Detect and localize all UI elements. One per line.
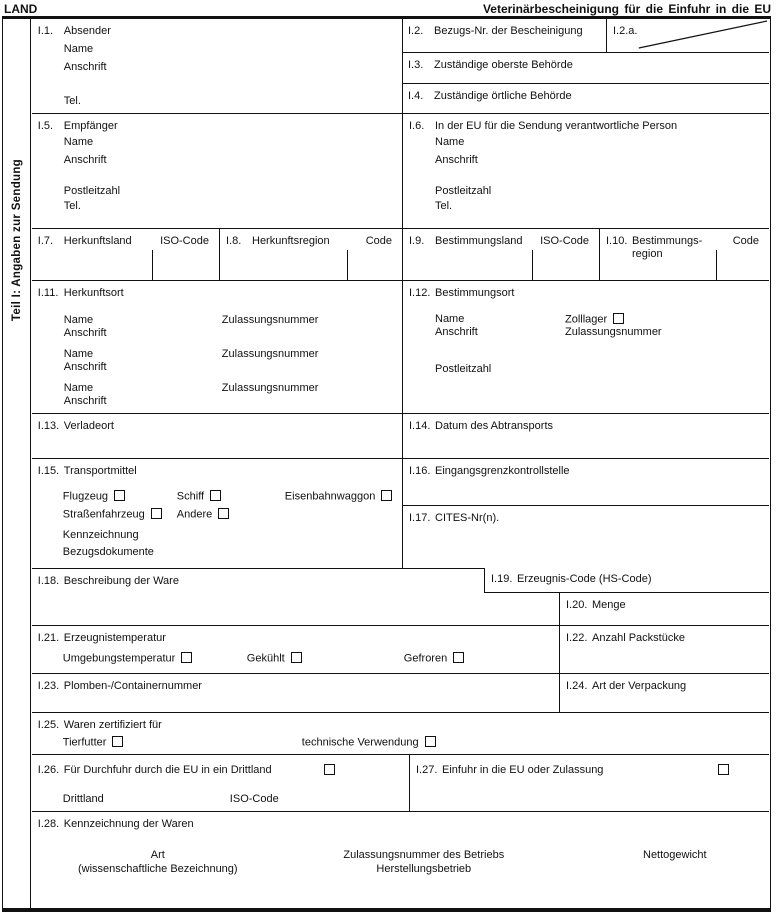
field-number: I.11. bbox=[37, 287, 59, 299]
field-label: Transportmittel bbox=[63, 465, 137, 477]
sub-label-tel: Tel. bbox=[63, 200, 81, 212]
field-number: I.20. bbox=[566, 599, 588, 611]
field-number: I.16. bbox=[409, 465, 431, 477]
field-label: Art der Verpackung bbox=[592, 680, 687, 692]
field-i26-durchfuhr-drittland bbox=[32, 754, 409, 811]
field-i23-plomben-containernummer bbox=[32, 673, 559, 712]
field-number: I.19. bbox=[491, 573, 513, 585]
field-i11-herkunftsort bbox=[32, 280, 402, 413]
field-i9-bestimmungsland bbox=[402, 228, 599, 280]
part1-side-label-wrap bbox=[3, 156, 30, 324]
field-label: Einfuhr in die EU oder Zulassung bbox=[442, 764, 604, 776]
field-i3-oberste-behoerde bbox=[402, 52, 769, 83]
field-label: Für Durchfuhr durch die EU in ein Drittland bbox=[63, 764, 272, 776]
field-number: I.3. bbox=[408, 59, 424, 71]
sub-label-anschrift: Anschrift bbox=[63, 154, 107, 166]
column-label-iso-code: ISO-Code bbox=[540, 235, 589, 247]
column-header-zulassungsnummer: Zulassungsnummer des Betriebs Herstellungsbetrieb bbox=[343, 849, 505, 875]
durchfuhr-checkbox[interactable] bbox=[324, 764, 335, 775]
field-label: In der EU für die Sendung verantwortliche Person bbox=[435, 120, 678, 132]
field-label: Absender bbox=[63, 25, 111, 37]
sub-label-name: Name bbox=[435, 313, 465, 325]
field-label: Erzeugnis-Code (HS-Code) bbox=[517, 573, 652, 585]
field-i22-anzahl-packstuecke bbox=[559, 625, 769, 673]
field-i14-datum-abtransport bbox=[402, 413, 769, 458]
schiff-option: Schiff bbox=[177, 490, 221, 504]
sub-label-iso-code: ISO-Code bbox=[229, 793, 279, 805]
column-header-nettogewicht: Nettogewicht bbox=[643, 849, 707, 861]
sub-label-name: Name bbox=[435, 136, 465, 148]
sub-label-anschrift: Anschrift bbox=[435, 326, 478, 338]
flugzeug-option: Flugzeug bbox=[63, 490, 125, 504]
eisenbahnwaggon-option: Eisenbahnwaggon bbox=[285, 490, 393, 504]
sub-label-name: Name bbox=[63, 43, 94, 55]
field-i24-art-der-verpackung bbox=[559, 673, 769, 712]
field-label: Zuständige örtliche Behörde bbox=[434, 90, 572, 102]
tierfutter-option: Tierfutter bbox=[63, 736, 124, 750]
gefroren-checkbox[interactable] bbox=[453, 652, 464, 663]
field-label: Verladeort bbox=[63, 420, 114, 432]
field-number: I.18. bbox=[37, 575, 60, 587]
sub-label-zulassungsnummer: Zulassungsnummer bbox=[565, 326, 662, 338]
field-i28-kennzeichnung-waren bbox=[32, 811, 769, 908]
sub-label-anschrift: Anschrift bbox=[63, 395, 107, 407]
field-number: I.22. bbox=[566, 632, 588, 644]
sub-label-zulassungsnummer: Zulassungsnummer bbox=[221, 314, 319, 326]
field-number: I.6. bbox=[409, 120, 425, 132]
part1-side-band bbox=[3, 19, 31, 908]
field-i6-verantwortliche-person bbox=[402, 113, 769, 228]
field-label: Erzeugnistemperatur bbox=[63, 632, 166, 644]
field-number: I.13. bbox=[37, 420, 60, 432]
field-i15-transportmittel bbox=[32, 458, 402, 568]
code-divider-tick bbox=[532, 250, 533, 280]
field-number: I.24. bbox=[566, 680, 588, 692]
field-number: I.12. bbox=[409, 287, 431, 299]
field-number: I.21. bbox=[37, 632, 60, 644]
field-label: Bezugs-Nr. der Bescheinigung bbox=[434, 25, 583, 37]
field-number: I.10. bbox=[606, 235, 628, 247]
field-label: Herkunftsregion bbox=[252, 235, 330, 247]
field-number: I.5. bbox=[37, 120, 54, 132]
sub-label-tel: Tel. bbox=[63, 95, 81, 107]
sub-label-anschrift: Anschrift bbox=[63, 361, 107, 373]
field-number: I.27. bbox=[416, 764, 438, 776]
field-label: Waren zertifiziert für bbox=[63, 719, 162, 731]
sub-label-name: Name bbox=[63, 136, 94, 148]
strassenfahrzeug-checkbox[interactable] bbox=[151, 508, 162, 519]
gefroren-option: Gefroren bbox=[404, 652, 464, 666]
sub-label-anschrift: Anschrift bbox=[63, 327, 107, 339]
field-number: I.4. bbox=[408, 90, 424, 102]
field-number: I.26. bbox=[37, 764, 60, 776]
umgebungstemperatur-option: Umgebungstemperatur bbox=[63, 652, 193, 666]
field-number: I.9. bbox=[409, 235, 425, 247]
field-i5-empfaenger bbox=[32, 113, 402, 228]
gekuehlt-option: Gekühlt bbox=[247, 652, 302, 666]
field-number: I.7. bbox=[37, 235, 54, 247]
column-header-art: Art (wissenschaftliche Bezeichnung) bbox=[78, 849, 238, 875]
gekuehlt-checkbox[interactable] bbox=[291, 652, 302, 663]
code-divider-tick bbox=[152, 250, 153, 280]
field-i25-waren-zertifiziert bbox=[32, 712, 769, 754]
sub-label-drittland: Drittland bbox=[62, 793, 104, 805]
field-label: Herkunftsort bbox=[63, 287, 124, 299]
field-number: I.8. bbox=[226, 235, 242, 247]
field-i27-einfuhr-zulassung bbox=[409, 754, 769, 811]
field-label: Empfänger bbox=[63, 120, 118, 132]
column-label-code: Code bbox=[365, 235, 392, 247]
field-number: I.1. bbox=[37, 25, 54, 37]
field-i13-verladeort bbox=[32, 413, 402, 458]
field-label: Herkunftsland bbox=[63, 235, 132, 247]
field-i16-grenzkontrollstelle bbox=[402, 458, 769, 505]
field-label: Beschreibung der Ware bbox=[63, 575, 179, 587]
schiff-checkbox[interactable] bbox=[210, 490, 221, 501]
part1-form-grid bbox=[2, 16, 771, 912]
field-number: I.17. bbox=[409, 512, 431, 524]
andere-option: Andere bbox=[177, 508, 229, 522]
field-number: I.2. bbox=[408, 25, 424, 37]
field-label: Anzahl Packstücke bbox=[592, 632, 685, 644]
field-label: Bestimmungs- region bbox=[632, 235, 703, 260]
diagonal-strike bbox=[607, 19, 769, 52]
sub-label-bezugsdokumente: Bezugsdokumente bbox=[62, 546, 154, 558]
page-title: Veterinärbescheinigung für die Einfuhr in die EU bbox=[482, 2, 771, 16]
sub-label-name: Name bbox=[63, 314, 94, 326]
code-divider-tick bbox=[716, 250, 717, 280]
sub-label-zulassungsnummer: Zulassungsnummer bbox=[221, 382, 319, 394]
field-label: CITES-Nr(n). bbox=[435, 512, 500, 524]
field-number: I.15. bbox=[37, 465, 60, 477]
sub-label-plz: Postleitzahl bbox=[63, 185, 121, 197]
field-label: Datum des Abtransports bbox=[435, 420, 554, 432]
field-i19-erzeugnis-code bbox=[484, 568, 769, 593]
field-i1-absender bbox=[32, 19, 402, 113]
column-label-iso-code: ISO-Code bbox=[160, 235, 209, 247]
country-label: LAND bbox=[4, 2, 38, 16]
field-number: I.23. bbox=[37, 680, 60, 692]
zolllager-option: Zolllager bbox=[565, 313, 624, 327]
field-i17-cites-nr bbox=[402, 505, 769, 568]
field-label: Bestimmungsland bbox=[435, 235, 523, 247]
mid-divider-top bbox=[402, 19, 403, 113]
andere-checkbox[interactable] bbox=[218, 508, 229, 519]
column-label-code: Code bbox=[732, 235, 759, 247]
sub-label-tel: Tel. bbox=[435, 200, 453, 212]
code-divider-tick bbox=[347, 250, 348, 280]
sub-label-zulassungsnummer: Zulassungsnummer bbox=[221, 348, 319, 360]
field-number: I.28. bbox=[37, 818, 60, 830]
sub-label-anschrift: Anschrift bbox=[63, 61, 107, 73]
field-number: I.14. bbox=[409, 420, 431, 432]
field-number: I.25. bbox=[37, 719, 60, 731]
field-label: Zuständige oberste Behörde bbox=[434, 59, 573, 71]
flugzeug-checkbox[interactable] bbox=[114, 490, 125, 501]
field-label: Bestimmungsort bbox=[435, 287, 515, 299]
sub-label-name: Name bbox=[63, 382, 94, 394]
part1-side-label: Teil I: Angaben zur Sendung bbox=[10, 158, 23, 322]
field-i2-bezugsnr bbox=[402, 19, 606, 52]
tierfutter-checkbox[interactable] bbox=[112, 736, 123, 747]
field-i10-bestimmungsregion bbox=[599, 228, 769, 280]
umgebungstemperatur-checkbox[interactable] bbox=[181, 652, 192, 663]
field-label: Plomben-/Containernummer bbox=[63, 680, 202, 692]
field-label: Eingangsgrenzkontrollstelle bbox=[435, 465, 570, 477]
field-i8-herkunftsregion bbox=[219, 228, 402, 280]
eisenbahnwaggon-checkbox[interactable] bbox=[381, 490, 392, 501]
sub-label-anschrift: Anschrift bbox=[435, 154, 478, 166]
field-i20-menge bbox=[559, 593, 769, 625]
strassenfahrzeug-option: Straßenfahrzeug bbox=[63, 508, 162, 522]
zolllager-checkbox[interactable] bbox=[613, 313, 624, 324]
field-label: Kennzeichnung der Waren bbox=[63, 818, 194, 830]
field-label: Menge bbox=[592, 599, 626, 611]
field-i21-erzeugnistemperatur bbox=[32, 625, 559, 673]
field-i12-bestimmungsort bbox=[402, 280, 769, 413]
technische-verwendung-checkbox[interactable] bbox=[425, 736, 436, 747]
einfuhr-checkbox[interactable] bbox=[718, 764, 729, 775]
field-i4-oertliche-behoerde bbox=[402, 83, 769, 113]
field-i2a bbox=[606, 19, 769, 52]
sub-label-kennzeichnung: Kennzeichnung bbox=[62, 529, 139, 541]
field-i7-herkunftsland bbox=[32, 228, 219, 280]
sub-label-plz: Postleitzahl bbox=[435, 185, 492, 197]
sub-label-name: Name bbox=[63, 348, 94, 360]
technische-verwendung-option: technische Verwendung bbox=[302, 736, 436, 750]
field-number: I.2.a. bbox=[613, 25, 638, 37]
sub-label-plz: Postleitzahl bbox=[435, 363, 492, 375]
